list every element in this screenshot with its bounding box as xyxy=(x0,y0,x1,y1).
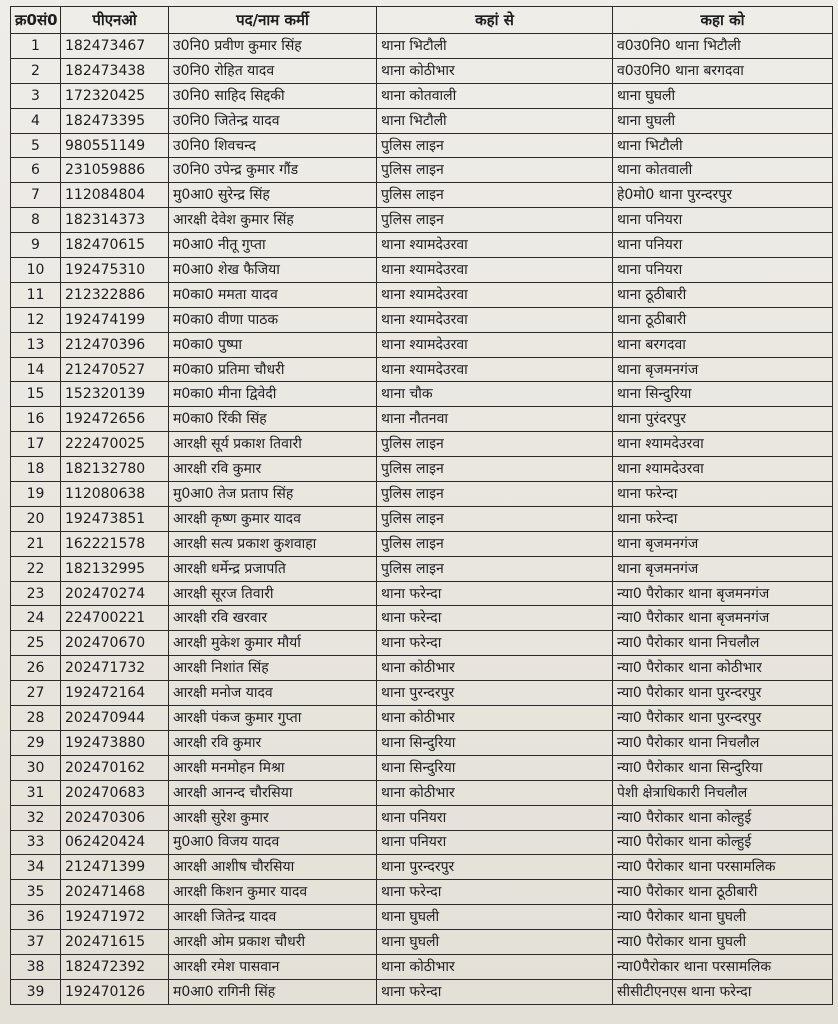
cell-from: थाना फरेन्दा xyxy=(377,606,613,631)
cell-serial-number: 2 xyxy=(11,58,61,83)
cell-serial-number: 17 xyxy=(11,432,61,457)
cell-to: न्या0 पैरोकार थाना पुरन्दरपुर xyxy=(613,706,833,731)
cell-from: थाना पुरन्दरपुर xyxy=(377,681,613,706)
cell-pno: 192474199 xyxy=(61,307,169,332)
cell-from: थाना श्यामदेउरवा xyxy=(377,233,613,258)
table-row xyxy=(11,830,833,855)
cell-pno: 980551149 xyxy=(61,133,169,158)
table-row xyxy=(11,332,833,357)
cell-rank-name: आरक्षी पंकज कुमार गुप्ता xyxy=(169,706,377,731)
cell-pno: 202471468 xyxy=(61,880,169,905)
cell-serial-number: 4 xyxy=(11,108,61,133)
table-row xyxy=(11,855,833,880)
table-body xyxy=(11,34,833,1005)
cell-pno: 222470025 xyxy=(61,432,169,457)
cell-from: पुलिस लाइन xyxy=(377,506,613,531)
table-row xyxy=(11,880,833,905)
cell-rank-name: आरक्षी आनन्द चौरसिया xyxy=(169,780,377,805)
table-row xyxy=(11,805,833,830)
table-row xyxy=(11,208,833,233)
table-row xyxy=(11,930,833,955)
cell-rank-name: मु0आ0 सुरेन्द्र सिंह xyxy=(169,183,377,208)
cell-to: सीसीटीएनएस थाना फरेन्दा xyxy=(613,979,833,1004)
cell-rank-name: आरक्षी मनमोहन मिश्रा xyxy=(169,755,377,780)
cell-to: थाना सिन्दुरिया xyxy=(613,382,833,407)
table-header xyxy=(11,7,833,34)
cell-rank-name: म0आ0 नीतू गुप्ता xyxy=(169,233,377,258)
cell-rank-name: आरक्षी रवि कुमार xyxy=(169,730,377,755)
cell-to: न्या0 पैरोकार थाना बृजमनगंज xyxy=(613,581,833,606)
table-row xyxy=(11,531,833,556)
cell-to: न्या0 पैरोकार थाना निचलौल xyxy=(613,631,833,656)
cell-to: व0उ0नि0 थाना बरगदवा xyxy=(613,58,833,83)
cell-rank-name: आरक्षी मुकेश कुमार मौर्या xyxy=(169,631,377,656)
cell-to: थाना पनियरा xyxy=(613,258,833,283)
cell-pno: 182472392 xyxy=(61,954,169,979)
cell-to: थाना पनियरा xyxy=(613,208,833,233)
cell-serial-number: 23 xyxy=(11,581,61,606)
cell-serial-number: 29 xyxy=(11,730,61,755)
cell-pno: 212471399 xyxy=(61,855,169,880)
table-row xyxy=(11,556,833,581)
cell-to: थाना ठूठीबारी xyxy=(613,282,833,307)
cell-serial-number: 28 xyxy=(11,706,61,731)
cell-pno: 182470615 xyxy=(61,233,169,258)
cell-to: थाना बृजमनगंज xyxy=(613,556,833,581)
transfer-table xyxy=(10,6,833,1005)
cell-pno: 202471615 xyxy=(61,930,169,955)
cell-serial-number: 12 xyxy=(11,307,61,332)
cell-pno: 192472164 xyxy=(61,681,169,706)
cell-serial-number: 15 xyxy=(11,382,61,407)
cell-rank-name: आरक्षी रवि कुमार xyxy=(169,457,377,482)
cell-to: न्या0 पैरोकार थाना ठूठीबारी xyxy=(613,880,833,905)
table-row xyxy=(11,83,833,108)
cell-serial-number: 19 xyxy=(11,482,61,507)
table-row xyxy=(11,755,833,780)
cell-serial-number: 30 xyxy=(11,755,61,780)
cell-from: थाना कोठीभार xyxy=(377,656,613,681)
cell-from: पुलिस लाइन xyxy=(377,432,613,457)
cell-from: थाना फरेन्दा xyxy=(377,880,613,905)
cell-from: थाना नौतनवा xyxy=(377,407,613,432)
header-to: कहा को xyxy=(613,7,833,34)
cell-pno: 202470683 xyxy=(61,780,169,805)
table-row xyxy=(11,133,833,158)
cell-rank-name: म0का0 मीना द्विवेदी xyxy=(169,382,377,407)
cell-rank-name: आरक्षी मनोज यादव xyxy=(169,681,377,706)
cell-rank-name: मु0आ0 तेज प्रताप सिंह xyxy=(169,482,377,507)
cell-to: न्या0 पैरोकार थाना परसामलिक xyxy=(613,855,833,880)
cell-serial-number: 9 xyxy=(11,233,61,258)
cell-from: पुलिस लाइन xyxy=(377,556,613,581)
table-row xyxy=(11,58,833,83)
cell-from: थाना श्यामदेउरवा xyxy=(377,307,613,332)
cell-pno: 192473880 xyxy=(61,730,169,755)
cell-pno: 224700221 xyxy=(61,606,169,631)
header-row xyxy=(11,7,833,34)
table-row xyxy=(11,681,833,706)
cell-from: थाना पनियरा xyxy=(377,805,613,830)
cell-to: न्या0 पैरोकार थाना पुरन्दरपुर xyxy=(613,681,833,706)
cell-serial-number: 6 xyxy=(11,158,61,183)
table-row xyxy=(11,656,833,681)
header-sno: क्र0सं0 xyxy=(11,7,61,34)
cell-serial-number: 35 xyxy=(11,880,61,905)
cell-pno: 182132780 xyxy=(61,457,169,482)
cell-pno: 162221578 xyxy=(61,531,169,556)
cell-serial-number: 32 xyxy=(11,805,61,830)
cell-from: थाना भिटौली xyxy=(377,108,613,133)
cell-from: थाना घुघली xyxy=(377,905,613,930)
cell-serial-number: 36 xyxy=(11,905,61,930)
cell-rank-name: आरक्षी रमेश पासवान xyxy=(169,954,377,979)
cell-to: न्या0 पैरोकार थाना निचलौल xyxy=(613,730,833,755)
cell-from: थाना पुरन्दरपुर xyxy=(377,855,613,880)
cell-from: थाना फरेन्दा xyxy=(377,581,613,606)
table-row xyxy=(11,432,833,457)
table-row xyxy=(11,282,833,307)
cell-to: थाना पुरंदरपुर xyxy=(613,407,833,432)
cell-pno: 202470944 xyxy=(61,706,169,731)
table-row xyxy=(11,706,833,731)
table-row xyxy=(11,158,833,183)
table-row xyxy=(11,258,833,283)
cell-from: थाना श्यामदेउरवा xyxy=(377,332,613,357)
cell-pno: 192470126 xyxy=(61,979,169,1004)
cell-rank-name: आरक्षी रवि खरवार xyxy=(169,606,377,631)
cell-from: थाना श्यामदेउरवा xyxy=(377,258,613,283)
table-row xyxy=(11,954,833,979)
cell-pno: 182132995 xyxy=(61,556,169,581)
cell-rank-name: आरक्षी सूरज तिवारी xyxy=(169,581,377,606)
cell-serial-number: 7 xyxy=(11,183,61,208)
cell-to: न्या0 पैरोकार थाना घुघली xyxy=(613,905,833,930)
cell-rank-name: म0का0 रिंकी सिंह xyxy=(169,407,377,432)
cell-to: थाना बृजमनगंज xyxy=(613,531,833,556)
cell-pno: 192471972 xyxy=(61,905,169,930)
cell-rank-name: आरक्षी निशांत सिंह xyxy=(169,656,377,681)
table-row xyxy=(11,307,833,332)
table-row xyxy=(11,606,833,631)
table-row xyxy=(11,382,833,407)
cell-pno: 112084804 xyxy=(61,183,169,208)
cell-to: न्या0 पैरोकार थाना घुघली xyxy=(613,930,833,955)
cell-from: थाना श्यामदेउरवा xyxy=(377,357,613,382)
table-row xyxy=(11,233,833,258)
cell-serial-number: 39 xyxy=(11,979,61,1004)
cell-from: थाना भिटौली xyxy=(377,34,613,59)
header-name: पद/नाम कर्मी xyxy=(169,7,377,34)
cell-from: थाना घुघली xyxy=(377,930,613,955)
header-from: कहां से xyxy=(377,7,613,34)
cell-rank-name: उ0नि0 प्रवीण कुमार सिंह xyxy=(169,34,377,59)
table-row xyxy=(11,631,833,656)
cell-rank-name: आरक्षी कृष्ण कुमार यादव xyxy=(169,506,377,531)
cell-to: थाना बरगदवा xyxy=(613,332,833,357)
cell-from: थाना कोठीभार xyxy=(377,780,613,805)
header-pno: पीएनओ xyxy=(61,7,169,34)
cell-serial-number: 27 xyxy=(11,681,61,706)
cell-rank-name: उ0नि0 जितेन्द्र यादव xyxy=(169,108,377,133)
cell-to: न्या0 पैरोकार थाना कोठीभार xyxy=(613,656,833,681)
cell-rank-name: उ0नि0 रोहित यादव xyxy=(169,58,377,83)
table-row xyxy=(11,780,833,805)
cell-to: थाना फरेन्दा xyxy=(613,482,833,507)
cell-to: थाना श्यामदेउरवा xyxy=(613,457,833,482)
cell-to: पेशी क्षेत्राधिकारी निचलौल xyxy=(613,780,833,805)
cell-rank-name: म0का0 प्रतिमा चौधरी xyxy=(169,357,377,382)
cell-pno: 062420424 xyxy=(61,830,169,855)
cell-serial-number: 1 xyxy=(11,34,61,59)
cell-pno: 202470162 xyxy=(61,755,169,780)
cell-from: पुलिस लाइन xyxy=(377,531,613,556)
cell-pno: 212470396 xyxy=(61,332,169,357)
cell-from: थाना श्यामदेउरवा xyxy=(377,282,613,307)
cell-to: थाना ठूठीबारी xyxy=(613,307,833,332)
cell-pno: 202471732 xyxy=(61,656,169,681)
cell-to: न्या0 पैरोकार थाना बृजमनगंज xyxy=(613,606,833,631)
cell-rank-name: आरक्षी देवेश कुमार सिंह xyxy=(169,208,377,233)
table-row xyxy=(11,357,833,382)
cell-serial-number: 16 xyxy=(11,407,61,432)
cell-serial-number: 20 xyxy=(11,506,61,531)
cell-serial-number: 11 xyxy=(11,282,61,307)
cell-from: थाना सिन्दुरिया xyxy=(377,755,613,780)
cell-from: पुलिस लाइन xyxy=(377,133,613,158)
cell-pno: 202470306 xyxy=(61,805,169,830)
cell-serial-number: 14 xyxy=(11,357,61,382)
table-row xyxy=(11,183,833,208)
cell-from: थाना कोठीभार xyxy=(377,58,613,83)
cell-serial-number: 8 xyxy=(11,208,61,233)
cell-pno: 172320425 xyxy=(61,83,169,108)
cell-serial-number: 31 xyxy=(11,780,61,805)
cell-rank-name: मु0आ0 विजय यादव xyxy=(169,830,377,855)
cell-pno: 152320139 xyxy=(61,382,169,407)
cell-rank-name: आरक्षी सूर्य प्रकाश तिवारी xyxy=(169,432,377,457)
cell-from: थाना फरेन्दा xyxy=(377,631,613,656)
cell-serial-number: 10 xyxy=(11,258,61,283)
cell-rank-name: आरक्षी सुरेश कुमार xyxy=(169,805,377,830)
cell-serial-number: 37 xyxy=(11,930,61,955)
cell-pno: 192475310 xyxy=(61,258,169,283)
cell-rank-name: म0का0 पुष्पा xyxy=(169,332,377,357)
cell-serial-number: 22 xyxy=(11,556,61,581)
cell-from: पुलिस लाइन xyxy=(377,482,613,507)
cell-pno: 112080638 xyxy=(61,482,169,507)
cell-rank-name: म0आ0 शेख फैजिया xyxy=(169,258,377,283)
cell-to: थाना भिटौली xyxy=(613,133,833,158)
cell-serial-number: 33 xyxy=(11,830,61,855)
cell-pno: 202470274 xyxy=(61,581,169,606)
cell-to: हे0मो0 थाना पुरन्दरपुर xyxy=(613,183,833,208)
cell-pno: 192472656 xyxy=(61,407,169,432)
cell-serial-number: 24 xyxy=(11,606,61,631)
cell-serial-number: 5 xyxy=(11,133,61,158)
cell-pno: 212470527 xyxy=(61,357,169,382)
cell-to: न्या0 पैरोकार थाना सिन्दुरिया xyxy=(613,755,833,780)
cell-to: थाना फरेन्दा xyxy=(613,506,833,531)
table-row xyxy=(11,34,833,59)
cell-to: थाना घुघली xyxy=(613,108,833,133)
table-row xyxy=(11,979,833,1004)
cell-from: थाना पनियरा xyxy=(377,830,613,855)
cell-serial-number: 25 xyxy=(11,631,61,656)
cell-rank-name: म0का0 वीणा पाठक xyxy=(169,307,377,332)
table-row xyxy=(11,905,833,930)
cell-rank-name: आरक्षी आशीष चौरसिया xyxy=(169,855,377,880)
cell-pno: 182473395 xyxy=(61,108,169,133)
cell-pno: 182473438 xyxy=(61,58,169,83)
cell-from: थाना फरेन्दा xyxy=(377,979,613,1004)
cell-rank-name: म0का0 ममता यादव xyxy=(169,282,377,307)
table-row xyxy=(11,506,833,531)
cell-serial-number: 21 xyxy=(11,531,61,556)
cell-rank-name: उ0नि0 साहिद सिद्दकी xyxy=(169,83,377,108)
cell-to: थाना श्यामदेउरवा xyxy=(613,432,833,457)
cell-rank-name: उ0नि0 शिवचन्द xyxy=(169,133,377,158)
cell-serial-number: 26 xyxy=(11,656,61,681)
cell-to: न्या0 पैरोकार थाना कोल्हुई xyxy=(613,805,833,830)
cell-serial-number: 3 xyxy=(11,83,61,108)
cell-from: पुलिस लाइन xyxy=(377,457,613,482)
cell-from: थाना कोतवाली xyxy=(377,83,613,108)
table-row xyxy=(11,482,833,507)
cell-pno: 212322886 xyxy=(61,282,169,307)
cell-pno: 202470670 xyxy=(61,631,169,656)
cell-serial-number: 34 xyxy=(11,855,61,880)
cell-to: न्या0 पैरोकार थाना कोल्हुई xyxy=(613,830,833,855)
cell-to: थाना घुघली xyxy=(613,83,833,108)
cell-rank-name: म0आ0 रागिनी सिंह xyxy=(169,979,377,1004)
cell-to: न्या0पैरोकार थाना परसामलिक xyxy=(613,954,833,979)
cell-rank-name: आरक्षी धर्मेन्द्र प्रजापति xyxy=(169,556,377,581)
cell-serial-number: 13 xyxy=(11,332,61,357)
cell-from: थाना सिन्दुरिया xyxy=(377,730,613,755)
cell-pno: 231059886 xyxy=(61,158,169,183)
cell-from: पुलिस लाइन xyxy=(377,158,613,183)
cell-from: थाना चौक xyxy=(377,382,613,407)
cell-rank-name: आरक्षी किशन कुमार यादव xyxy=(169,880,377,905)
cell-serial-number: 38 xyxy=(11,954,61,979)
cell-from: थाना कोठीभार xyxy=(377,954,613,979)
cell-from: थाना कोठीभार xyxy=(377,706,613,731)
cell-pno: 192473851 xyxy=(61,506,169,531)
cell-to: थाना बृजमनगंज xyxy=(613,357,833,382)
cell-serial-number: 18 xyxy=(11,457,61,482)
cell-rank-name: आरक्षी ओम प्रकाश चौधरी xyxy=(169,930,377,955)
table-row xyxy=(11,457,833,482)
table-row xyxy=(11,730,833,755)
cell-to: थाना कोतवाली xyxy=(613,158,833,183)
cell-to: व0उ0नि0 थाना भिटौली xyxy=(613,34,833,59)
cell-pno: 182473467 xyxy=(61,34,169,59)
cell-rank-name: आरक्षी सत्य प्रकाश कुशवाहा xyxy=(169,531,377,556)
cell-to: थाना पनियरा xyxy=(613,233,833,258)
table-row xyxy=(11,407,833,432)
table-row xyxy=(11,581,833,606)
cell-rank-name: आरक्षी जितेन्द्र यादव xyxy=(169,905,377,930)
cell-rank-name: उ0नि0 उपेन्द्र कुमार गौंड xyxy=(169,158,377,183)
cell-from: पुलिस लाइन xyxy=(377,183,613,208)
cell-pno: 182314373 xyxy=(61,208,169,233)
table-row xyxy=(11,108,833,133)
cell-from: पुलिस लाइन xyxy=(377,208,613,233)
